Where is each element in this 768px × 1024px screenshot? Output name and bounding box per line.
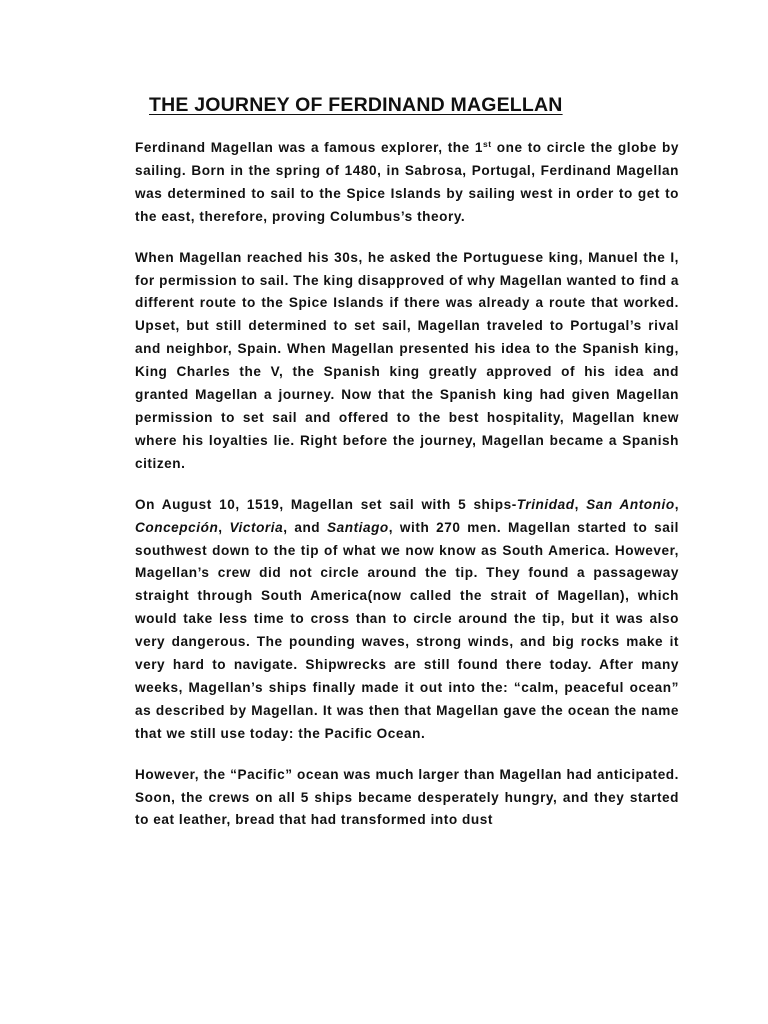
paragraph-3 — [135, 494, 679, 746]
paragraph-4: However, the “Pacific” ocean was much larger than Magellan had anticipated. Soon, the crews on all 5 ships became desperately hungry, and they started to eat leather, bread that had transformed into dust — [135, 766, 679, 828]
ship-name-santiago: Santiago — [326, 519, 389, 535]
separator: , — [674, 496, 680, 512]
separator: , — [218, 519, 230, 535]
paragraph-3-lead: On August 10, 1519, Magellan set sail with 5 ships- — [135, 496, 517, 512]
paragraph-2: When Magellan reached his 30s, he asked the Portuguese king, Manuel the I, for permission to sail. The king disapproved of why Magellan wanted to find a different route to the Spice Islands if there was already a route that worked. Upset, but still determined to set sail, Magellan traveled to Portugal’s rival and neighbor, Spain. When Magellan presented his idea to the Spanish king, King Charles the V, the Spanish king greatly approved of his idea and granted Magellan a journey. Now that the Spanish king had given Magellan permission to set sail and offered to the best hospitality, Magellan knew where his loyalties lie. Right before the journey, Magellan became a Spanish citizen. — [135, 249, 679, 471]
ship-name-victoria: Victoria — [229, 519, 284, 535]
ship-name-trinidad: Trinidad — [516, 496, 575, 512]
document-body — [135, 94, 679, 850]
paragraph-1-text-b: one to circle the globe by sailing. Born in the spring of 1480, in Sabrosa, Portugal, Ferdinand Magellan was determined to sail to the Spice Islands by sailing west in order to get to the east, therefore, proving Columbus’s theory. — [135, 140, 679, 224]
document-title: THE JOURNEY OF FERDINAND MAGELLAN — [149, 94, 563, 116]
paragraph-1 — [135, 137, 679, 229]
ship-name-concepcion: Concepción — [135, 519, 219, 535]
paragraph-1-text-a: Ferdinand Magellan was a famous explorer, the 1 — [135, 140, 483, 155]
ordinal-suffix: st — [482, 139, 492, 149]
paragraph-3-rest: , with 270 men. Magellan started to sail southwest down to the tip of what we now know as South America. However, Magellan’s crew did not circle around the tip. They found a passageway straight through South America(now called the strait of Magellan), which would take less time to cross than to circle around the tip, but it was also very dangerous. The pounding waves, strong winds, and big rocks make it very hard to navigate. Shipwrecks are still found there today. After many weeks, Magellan’s ships finally made it out into the: “calm, peaceful ocean” as described by Magellan. It was then that Magellan gave the ocean the name that we still use today: the Pacific Ocean. — [135, 519, 679, 741]
separator: , — [574, 496, 587, 512]
ship-name-san-antonio: San Antonio — [586, 496, 675, 512]
separator: , and — [283, 519, 327, 535]
